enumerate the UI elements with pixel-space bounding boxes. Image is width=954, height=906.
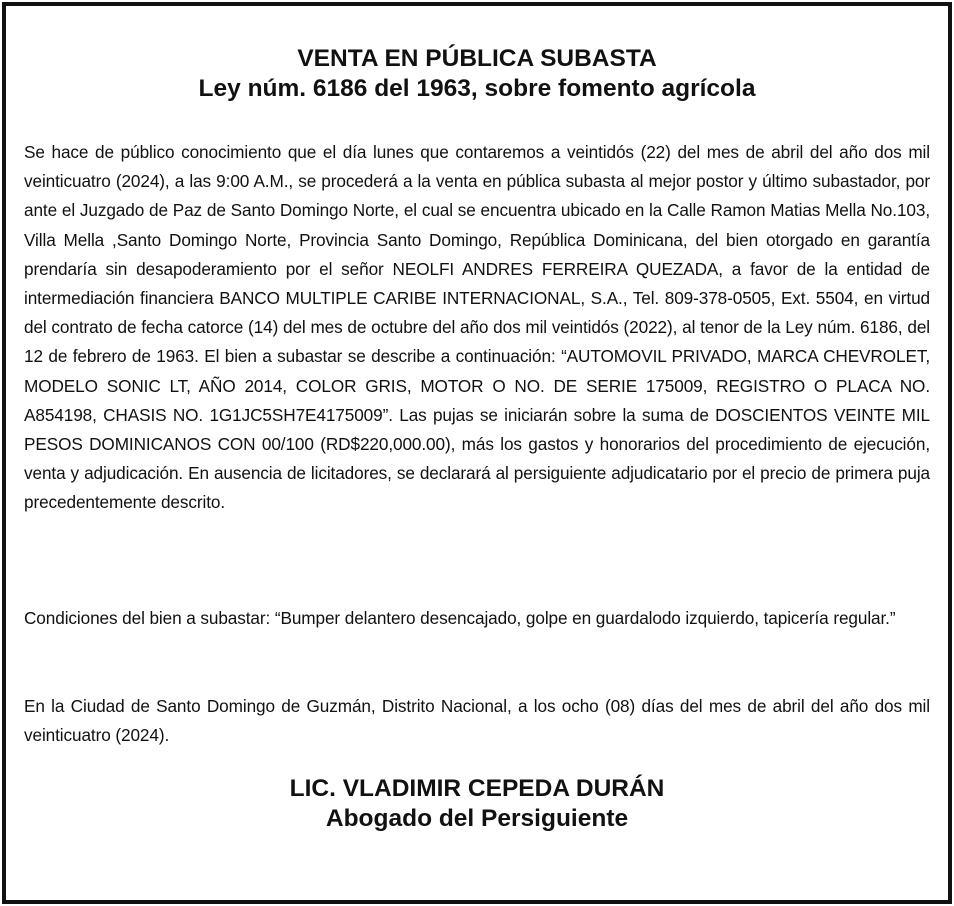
notice-body-paragraph-sale-details: Se hace de público conocimiento que el día lunes que contaremos a veintidós (22) del mes de abril del año dos mil veinticuatro (2024), a las 9:00 A.M., se procederá a la venta en pública subasta al mejor postor y último subastador, por ante el Juzgado de Paz de Santo Domingo Norte, el cual se encuentra ubicado en la Calle Ramon Matias Mella No.103, Villa Mella ,Santo Domingo Norte, Provincia Santo Domingo, República Dominicana, del bien otorgado en garantía prendaría sin desapoderamiento por el señor NEOLFI ANDRES FERREIRA QUEZADA, a favor de la entidad de intermediación financiera BANCO MULTIPLE CARIBE INTERNACIONAL, S.A., Tel. 809-378-0505, Ext. 5504, en virtud del contrato de fecha catorce (14) del mes de octubre del año dos mil veintidós (2022), al tenor de la Ley núm. 6186, del 12 de febrero de 1963. El bien a subastar se describe a continuación: “AUTOMOVIL PRIVADO, MARCA CHEVROLET, MODELO SONIC LT, AÑO 2014, COLOR GRIS, MOTOR O NO. DE SERIE 175009, REGISTRO O PLACA NO. A854198, CHASIS NO. 1G1JC5SH7E4175009”. Las pujas se iniciarán sobre la suma de DOSCIENTOS VEINTE MIL PESOS DOMINICANOS CON 00/100 (RD$220,000.00), más los gastos y honorarios del procedimiento de ejecución, venta y adjudicación. En ausencia de licitadores, se declarará al persiguiente adjudicatario por el precio de primera puja precedentemente descrito. <box>24 142 930 513</box>
notice-frame <box>2 2 952 904</box>
notice-title: VENTA EN PÚBLICA SUBASTA <box>297 45 657 72</box>
signatory-role: Abogado del Persiguiente <box>325 805 629 832</box>
notice-body-paragraph-conditions: Condiciones del bien a subastar: “Bumper delantero desencajado, golpe en guardalodo izquierdo, tapicería regular.” <box>24 608 896 628</box>
notice-body-paragraph-place-date: En la Ciudad de Santo Domingo de Guzmán, Distrito Nacional, a los ocho (08) días del mes de abril del año dos mil veinticuatro (2024). <box>24 696 930 746</box>
signature-block <box>6 774 948 834</box>
signatory-name: LIC. VLADIMIR CEPEDA DURÁN <box>289 775 665 802</box>
notice-subtitle: Ley núm. 6186 del 1963, sobre fomento agrícola <box>198 75 756 102</box>
notice-header <box>6 44 948 104</box>
